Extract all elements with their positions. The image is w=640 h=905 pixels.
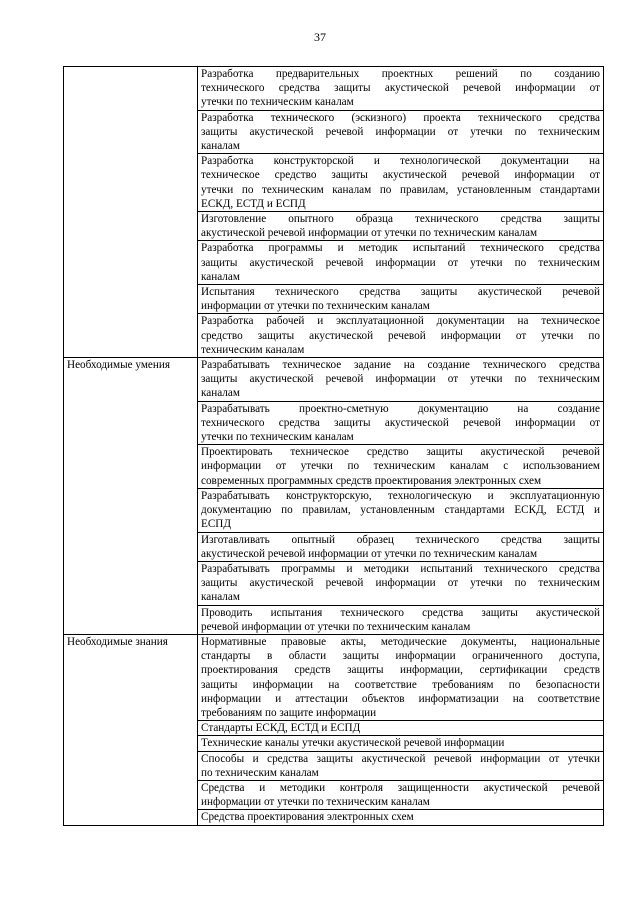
requirement-cell — [198, 488, 604, 532]
requirement-line: каналам — [201, 140, 240, 153]
requirement-line: защиты информации на соответствие требованиям по безопасности — [201, 678, 600, 691]
requirement-line: Стандарты ЕСКД, ЕСТД и ЕСПД — [201, 722, 361, 735]
requirement-line: Разрабатывать техническое задание на создание технического средства — [201, 359, 600, 372]
requirement-cell — [198, 810, 604, 825]
requirement-line: Способы и средства защиты акустической речевой информации от утечки — [201, 752, 600, 765]
requirement-line: документацию по правилам, установленным стандартами ЕСКД, ЕСТД и — [201, 504, 600, 517]
requirement-cell — [198, 751, 604, 780]
requirement-line: Разработка программы и методик испытаний технического средства — [201, 242, 600, 255]
requirement-line: стандарты в области защиты информации ограниченного доступа, — [201, 650, 600, 663]
requirement-cell — [198, 314, 604, 358]
requirement-line: Разработка предварительных проектных решений по созданию — [201, 68, 600, 80]
section-label: Необходимые умения — [64, 358, 198, 635]
requirement-line: утечки по техническим каналам по правилам, установленным стандартами — [201, 183, 600, 196]
section-label — [64, 67, 198, 358]
requirement-line: Разработка технического (эскизного) проекта технического средства — [201, 111, 600, 124]
requirement-line: по техническим каналам — [201, 766, 319, 779]
table-row — [64, 358, 604, 402]
requirement-line: каналам — [201, 387, 240, 400]
requirement-line: защиты акустической речевой информации от утечки по техническим — [201, 256, 600, 269]
section-label: Необходимые знания — [64, 634, 198, 825]
requirement-line: техническое средство защиты акустической речевой информации от — [201, 169, 600, 182]
requirement-line: средство защиты акустической речевой информации от утечки по — [201, 329, 600, 342]
requirement-line: требованиям по защите информации — [201, 706, 377, 719]
requirement-line: защиты акустической речевой информации от утечки по техническим — [201, 125, 600, 138]
requirement-line: Нормативные правовые акты, методические документы, национальные — [201, 635, 600, 648]
requirement-cell — [198, 445, 604, 489]
requirement-cell — [198, 605, 604, 634]
requirement-cell — [198, 358, 604, 402]
requirement-cell — [198, 634, 604, 720]
requirement-line: Средства проектирования электронных схем — [201, 811, 414, 824]
requirement-line: утечки по техническим каналам — [201, 96, 354, 109]
requirement-line: Разработка рабочей и эксплуатационной документации на техническое — [201, 315, 600, 328]
requirement-line: технического средства защиты акустической речевой информации от — [201, 416, 600, 429]
requirement-line: техническим каналам — [201, 343, 305, 356]
requirement-cell — [198, 401, 604, 445]
requirement-line: информации от утечки по техническим каналам с использованием — [201, 460, 600, 473]
requirement-line: Разрабатывать проектно-сметную документацию на создание — [201, 402, 600, 415]
requirement-line: речевой информации от утечки по техническим каналам — [201, 620, 471, 633]
requirement-line: информации от утечки по техническим каналам — [201, 300, 430, 313]
requirement-line: Проектировать техническое средство защиты акустической речевой — [201, 446, 600, 459]
requirement-cell — [198, 780, 604, 809]
requirement-line: Средства и методики контроля защищенности акустической речевой — [201, 781, 600, 794]
requirement-line: каналам — [201, 591, 240, 604]
requirement-cell — [198, 721, 604, 736]
competency-table — [63, 66, 604, 826]
requirement-cell — [198, 285, 604, 314]
requirement-cell — [198, 67, 604, 111]
competency-table-body — [64, 67, 604, 826]
requirement-line: Разрабатывать программы и методики испытаний технического средства — [201, 562, 600, 575]
requirement-cell — [198, 561, 604, 605]
requirement-line: информации от утечки по техническим каналам — [201, 796, 430, 809]
requirement-cell — [198, 241, 604, 285]
requirement-line: современных программных средств проектирования электронных схем — [201, 474, 542, 487]
table-row — [64, 634, 604, 720]
requirement-line: ЕСПД — [201, 518, 232, 531]
requirement-cell — [198, 154, 604, 212]
requirement-line: информации и аттестации объектов информатизации на соответствие — [201, 692, 600, 705]
requirement-line: Изготовление опытного образца технического средства защиты — [201, 213, 600, 226]
requirement-line: защиты акустической речевой информации от утечки по техническим — [201, 577, 600, 590]
requirement-line: ЕСКД, ЕСТД и ЕСПД — [201, 197, 306, 210]
requirement-line: технического средства защиты акустической речевой информации от — [201, 82, 600, 95]
requirement-line: Разрабатывать конструкторскую, технологическую и эксплуатационную — [201, 489, 600, 502]
requirement-line: защиты акустической речевой информации от утечки по техническим — [201, 373, 600, 386]
requirement-line: Испытания технического средства защиты акустической речевой — [201, 286, 600, 299]
requirement-line: утечки по техническим каналам — [201, 431, 354, 444]
requirement-line: акустической речевой информации от утечки по техническим каналам — [201, 547, 538, 560]
requirement-line: акустической речевой информации от утечки по техническим каналам — [201, 227, 538, 240]
requirement-line: проектирования средств защиты информации, сертификации средств — [201, 664, 600, 677]
requirement-cell — [198, 736, 604, 751]
requirement-line: Изготавливать опытный образец технического средства защиты — [201, 533, 600, 546]
requirement-line: Разработка конструкторской и технологической документации на — [201, 155, 600, 168]
requirement-cell — [198, 532, 604, 561]
requirement-line: Проводить испытания технического средства защиты акустической — [201, 606, 600, 619]
requirement-cell — [198, 110, 604, 154]
requirement-line: каналам — [201, 270, 240, 283]
page-number: 37 — [314, 30, 326, 44]
requirement-line: Технические каналы утечки акустической речевой информации — [201, 737, 505, 750]
table-row — [64, 67, 604, 111]
requirement-cell — [198, 212, 604, 241]
